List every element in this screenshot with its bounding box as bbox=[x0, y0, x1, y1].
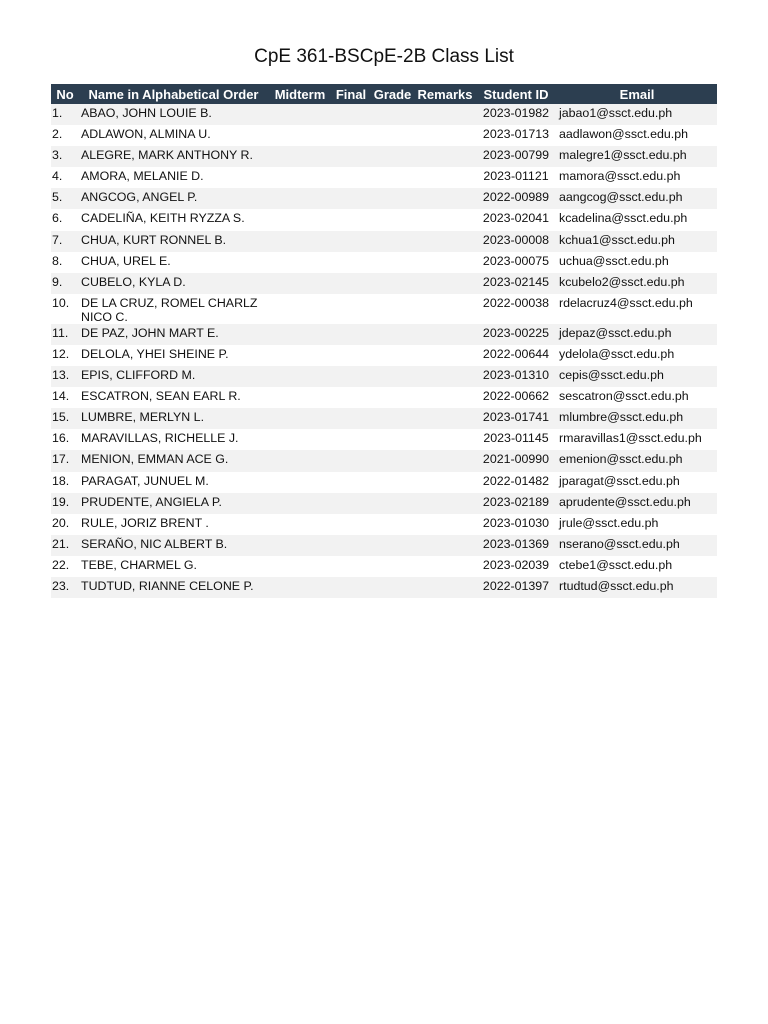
overall-grade bbox=[370, 493, 415, 514]
final-grade bbox=[332, 387, 370, 408]
remarks bbox=[415, 294, 475, 324]
final-grade bbox=[332, 167, 370, 188]
student-name: TUDTUD, RIANNE CELONE P. bbox=[79, 577, 268, 598]
row-number: 10. bbox=[51, 294, 79, 324]
row-number: 3. bbox=[51, 146, 79, 167]
midterm-grade bbox=[268, 514, 332, 535]
midterm-grade bbox=[268, 273, 332, 294]
overall-grade bbox=[370, 294, 415, 324]
row-number: 1. bbox=[51, 104, 79, 125]
midterm-grade bbox=[268, 472, 332, 493]
table-row bbox=[51, 273, 717, 294]
table-row bbox=[51, 408, 717, 429]
student-name: CUBELO, KYLA D. bbox=[79, 273, 268, 294]
row-number: 19. bbox=[51, 493, 79, 514]
student-name: ALEGRE, MARK ANTHONY R. bbox=[79, 146, 268, 167]
remarks bbox=[415, 273, 475, 294]
table-row bbox=[51, 167, 717, 188]
table-row bbox=[51, 556, 717, 577]
remarks bbox=[415, 231, 475, 252]
overall-grade bbox=[370, 366, 415, 387]
student-email: cepis@ssct.edu.ph bbox=[557, 366, 717, 387]
student-id: 2023-01030 bbox=[475, 514, 557, 535]
student-name: DELOLA, YHEI SHEINE P. bbox=[79, 345, 268, 366]
row-number: 11. bbox=[51, 324, 79, 345]
student-id: 2023-01741 bbox=[475, 408, 557, 429]
column-header-no: No bbox=[51, 84, 79, 104]
student-id: 2023-02145 bbox=[475, 273, 557, 294]
remarks bbox=[415, 556, 475, 577]
row-number: 23. bbox=[51, 577, 79, 598]
student-id: 2022-00038 bbox=[475, 294, 557, 324]
final-grade bbox=[332, 345, 370, 366]
row-number: 8. bbox=[51, 252, 79, 273]
student-name: CADELIÑA, KEITH RYZZA S. bbox=[79, 209, 268, 230]
final-grade bbox=[332, 231, 370, 252]
table-row bbox=[51, 125, 717, 146]
student-id: 2023-02189 bbox=[475, 493, 557, 514]
overall-grade bbox=[370, 188, 415, 209]
final-grade bbox=[332, 556, 370, 577]
student-name: ADLAWON, ALMINA U. bbox=[79, 125, 268, 146]
table-row bbox=[51, 577, 717, 598]
remarks bbox=[415, 408, 475, 429]
student-id: 2022-01482 bbox=[475, 472, 557, 493]
student-email: aangcog@ssct.edu.ph bbox=[557, 188, 717, 209]
student-id: 2022-01397 bbox=[475, 577, 557, 598]
final-grade bbox=[332, 408, 370, 429]
midterm-grade bbox=[268, 104, 332, 125]
student-email: jdepaz@ssct.edu.ph bbox=[557, 324, 717, 345]
midterm-grade bbox=[268, 450, 332, 471]
student-id: 2023-01982 bbox=[475, 104, 557, 125]
column-header-name: Name in Alphabetical Order bbox=[79, 84, 268, 104]
row-number: 9. bbox=[51, 273, 79, 294]
table-row bbox=[51, 366, 717, 387]
overall-grade bbox=[370, 104, 415, 125]
student-id: 2023-00008 bbox=[475, 231, 557, 252]
student-name: MENION, EMMAN ACE G. bbox=[79, 450, 268, 471]
header-row bbox=[51, 84, 717, 104]
student-id: 2023-02039 bbox=[475, 556, 557, 577]
student-email: kchua1@ssct.edu.ph bbox=[557, 231, 717, 252]
column-header-grade: Grade bbox=[370, 84, 415, 104]
midterm-grade bbox=[268, 167, 332, 188]
midterm-grade bbox=[268, 324, 332, 345]
student-email: ctebe1@ssct.edu.ph bbox=[557, 556, 717, 577]
final-grade bbox=[332, 294, 370, 324]
student-name: ANGCOG, ANGEL P. bbox=[79, 188, 268, 209]
overall-grade bbox=[370, 345, 415, 366]
student-id: 2023-01310 bbox=[475, 366, 557, 387]
remarks bbox=[415, 345, 475, 366]
remarks bbox=[415, 429, 475, 450]
remarks bbox=[415, 577, 475, 598]
student-name: SERAÑO, NIC ALBERT B. bbox=[79, 535, 268, 556]
midterm-grade bbox=[268, 231, 332, 252]
remarks bbox=[415, 188, 475, 209]
overall-grade bbox=[370, 146, 415, 167]
table-row bbox=[51, 294, 717, 324]
student-email: rtudtud@ssct.edu.ph bbox=[557, 577, 717, 598]
final-grade bbox=[332, 535, 370, 556]
row-number: 20. bbox=[51, 514, 79, 535]
column-header-student-id: Student ID bbox=[475, 84, 557, 104]
overall-grade bbox=[370, 231, 415, 252]
table-row bbox=[51, 387, 717, 408]
midterm-grade bbox=[268, 387, 332, 408]
student-email: emenion@ssct.edu.ph bbox=[557, 450, 717, 471]
student-name: DE PAZ, JOHN MART E. bbox=[79, 324, 268, 345]
midterm-grade bbox=[268, 345, 332, 366]
table-header bbox=[51, 84, 717, 104]
remarks bbox=[415, 324, 475, 345]
student-email: kcubelo2@ssct.edu.ph bbox=[557, 273, 717, 294]
overall-grade bbox=[370, 472, 415, 493]
final-grade bbox=[332, 493, 370, 514]
row-number: 22. bbox=[51, 556, 79, 577]
student-email: rmaravillas1@ssct.edu.ph bbox=[557, 429, 717, 450]
student-id: 2022-00644 bbox=[475, 345, 557, 366]
overall-grade bbox=[370, 408, 415, 429]
row-number: 7. bbox=[51, 231, 79, 252]
remarks bbox=[415, 535, 475, 556]
row-number: 17. bbox=[51, 450, 79, 471]
overall-grade bbox=[370, 577, 415, 598]
final-grade bbox=[332, 450, 370, 471]
table-row bbox=[51, 514, 717, 535]
student-name: MARAVILLAS, RICHELLE J. bbox=[79, 429, 268, 450]
remarks bbox=[415, 252, 475, 273]
overall-grade bbox=[370, 556, 415, 577]
row-number: 13. bbox=[51, 366, 79, 387]
table-row bbox=[51, 450, 717, 471]
column-header-midterm: Midterm bbox=[268, 84, 332, 104]
table-row bbox=[51, 188, 717, 209]
student-email: aadlawon@ssct.edu.ph bbox=[557, 125, 717, 146]
midterm-grade bbox=[268, 493, 332, 514]
student-email: ydelola@ssct.edu.ph bbox=[557, 345, 717, 366]
final-grade bbox=[332, 273, 370, 294]
midterm-grade bbox=[268, 146, 332, 167]
final-grade bbox=[332, 146, 370, 167]
overall-grade bbox=[370, 324, 415, 345]
overall-grade bbox=[370, 450, 415, 471]
student-email: jabao1@ssct.edu.ph bbox=[557, 104, 717, 125]
row-number: 15. bbox=[51, 408, 79, 429]
column-header-remarks: Remarks bbox=[415, 84, 475, 104]
table-body bbox=[51, 104, 717, 598]
student-email: uchua@ssct.edu.ph bbox=[557, 252, 717, 273]
student-id: 2022-00662 bbox=[475, 387, 557, 408]
remarks bbox=[415, 514, 475, 535]
overall-grade bbox=[370, 167, 415, 188]
remarks bbox=[415, 104, 475, 125]
row-number: 21. bbox=[51, 535, 79, 556]
overall-grade bbox=[370, 209, 415, 230]
row-number: 12. bbox=[51, 345, 79, 366]
table-row bbox=[51, 252, 717, 273]
final-grade bbox=[332, 324, 370, 345]
remarks bbox=[415, 146, 475, 167]
student-email: kcadelina@ssct.edu.ph bbox=[557, 209, 717, 230]
midterm-grade bbox=[268, 577, 332, 598]
student-email: sescatron@ssct.edu.ph bbox=[557, 387, 717, 408]
remarks bbox=[415, 387, 475, 408]
student-email: jrule@ssct.edu.ph bbox=[557, 514, 717, 535]
remarks bbox=[415, 366, 475, 387]
final-grade bbox=[332, 577, 370, 598]
remarks bbox=[415, 472, 475, 493]
student-id: 2023-01145 bbox=[475, 429, 557, 450]
remarks bbox=[415, 125, 475, 146]
midterm-grade bbox=[268, 209, 332, 230]
student-name: RULE, JORIZ BRENT . bbox=[79, 514, 268, 535]
table-row bbox=[51, 324, 717, 345]
class-list-table bbox=[51, 84, 717, 598]
table-row bbox=[51, 429, 717, 450]
student-name: AMORA, MELANIE D. bbox=[79, 167, 268, 188]
row-number: 6. bbox=[51, 209, 79, 230]
student-email: malegre1@ssct.edu.ph bbox=[557, 146, 717, 167]
midterm-grade bbox=[268, 252, 332, 273]
column-header-email: Email bbox=[557, 84, 717, 104]
remarks bbox=[415, 450, 475, 471]
final-grade bbox=[332, 252, 370, 273]
table-row bbox=[51, 104, 717, 125]
student-id: 2023-01713 bbox=[475, 125, 557, 146]
overall-grade bbox=[370, 387, 415, 408]
student-id: 2023-00225 bbox=[475, 324, 557, 345]
midterm-grade bbox=[268, 125, 332, 146]
row-number: 16. bbox=[51, 429, 79, 450]
overall-grade bbox=[370, 535, 415, 556]
row-number: 5. bbox=[51, 188, 79, 209]
student-name: EPIS, CLIFFORD M. bbox=[79, 366, 268, 387]
table-row bbox=[51, 231, 717, 252]
student-email: jparagat@ssct.edu.ph bbox=[557, 472, 717, 493]
student-name: PRUDENTE, ANGIELA P. bbox=[79, 493, 268, 514]
midterm-grade bbox=[268, 294, 332, 324]
page-title: CpE 361-BSCpE-2B Class List bbox=[254, 46, 514, 67]
student-id: 2023-00075 bbox=[475, 252, 557, 273]
remarks bbox=[415, 493, 475, 514]
overall-grade bbox=[370, 429, 415, 450]
table-row bbox=[51, 209, 717, 230]
student-name: DE LA CRUZ, ROMEL CHARLZ NICO C. bbox=[79, 294, 268, 324]
final-grade bbox=[332, 429, 370, 450]
table-row bbox=[51, 146, 717, 167]
student-name: CHUA, UREL E. bbox=[79, 252, 268, 273]
row-number: 18. bbox=[51, 472, 79, 493]
final-grade bbox=[332, 125, 370, 146]
overall-grade bbox=[370, 273, 415, 294]
final-grade bbox=[332, 472, 370, 493]
midterm-grade bbox=[268, 429, 332, 450]
row-number: 2. bbox=[51, 125, 79, 146]
final-grade bbox=[332, 366, 370, 387]
student-id: 2022-00989 bbox=[475, 188, 557, 209]
final-grade bbox=[332, 104, 370, 125]
row-number: 14. bbox=[51, 387, 79, 408]
final-grade bbox=[332, 209, 370, 230]
student-id: 2023-01121 bbox=[475, 167, 557, 188]
final-grade bbox=[332, 514, 370, 535]
overall-grade bbox=[370, 125, 415, 146]
midterm-grade bbox=[268, 366, 332, 387]
student-name: CHUA, KURT RONNEL B. bbox=[79, 231, 268, 252]
column-header-final: Final bbox=[332, 84, 370, 104]
table-row bbox=[51, 535, 717, 556]
student-id: 2023-01369 bbox=[475, 535, 557, 556]
table-row bbox=[51, 345, 717, 366]
student-name: PARAGAT, JUNUEL M. bbox=[79, 472, 268, 493]
midterm-grade bbox=[268, 535, 332, 556]
row-number: 4. bbox=[51, 167, 79, 188]
student-email: mlumbre@ssct.edu.ph bbox=[557, 408, 717, 429]
student-email: aprudente@ssct.edu.ph bbox=[557, 493, 717, 514]
student-name: ABAO, JOHN LOUIE B. bbox=[79, 104, 268, 125]
student-email: mamora@ssct.edu.ph bbox=[557, 167, 717, 188]
student-name: LUMBRE, MERLYN L. bbox=[79, 408, 268, 429]
remarks bbox=[415, 209, 475, 230]
student-name: ESCATRON, SEAN EARL R. bbox=[79, 387, 268, 408]
overall-grade bbox=[370, 252, 415, 273]
midterm-grade bbox=[268, 556, 332, 577]
student-email: nserano@ssct.edu.ph bbox=[557, 535, 717, 556]
remarks bbox=[415, 167, 475, 188]
student-id: 2023-02041 bbox=[475, 209, 557, 230]
student-id: 2023-00799 bbox=[475, 146, 557, 167]
student-name: TEBE, CHARMEL G. bbox=[79, 556, 268, 577]
student-email: rdelacruz4@ssct.edu.ph bbox=[557, 294, 717, 324]
overall-grade bbox=[370, 514, 415, 535]
midterm-grade bbox=[268, 188, 332, 209]
table-row bbox=[51, 493, 717, 514]
table-row bbox=[51, 472, 717, 493]
student-id: 2021-00990 bbox=[475, 450, 557, 471]
final-grade bbox=[332, 188, 370, 209]
midterm-grade bbox=[268, 408, 332, 429]
